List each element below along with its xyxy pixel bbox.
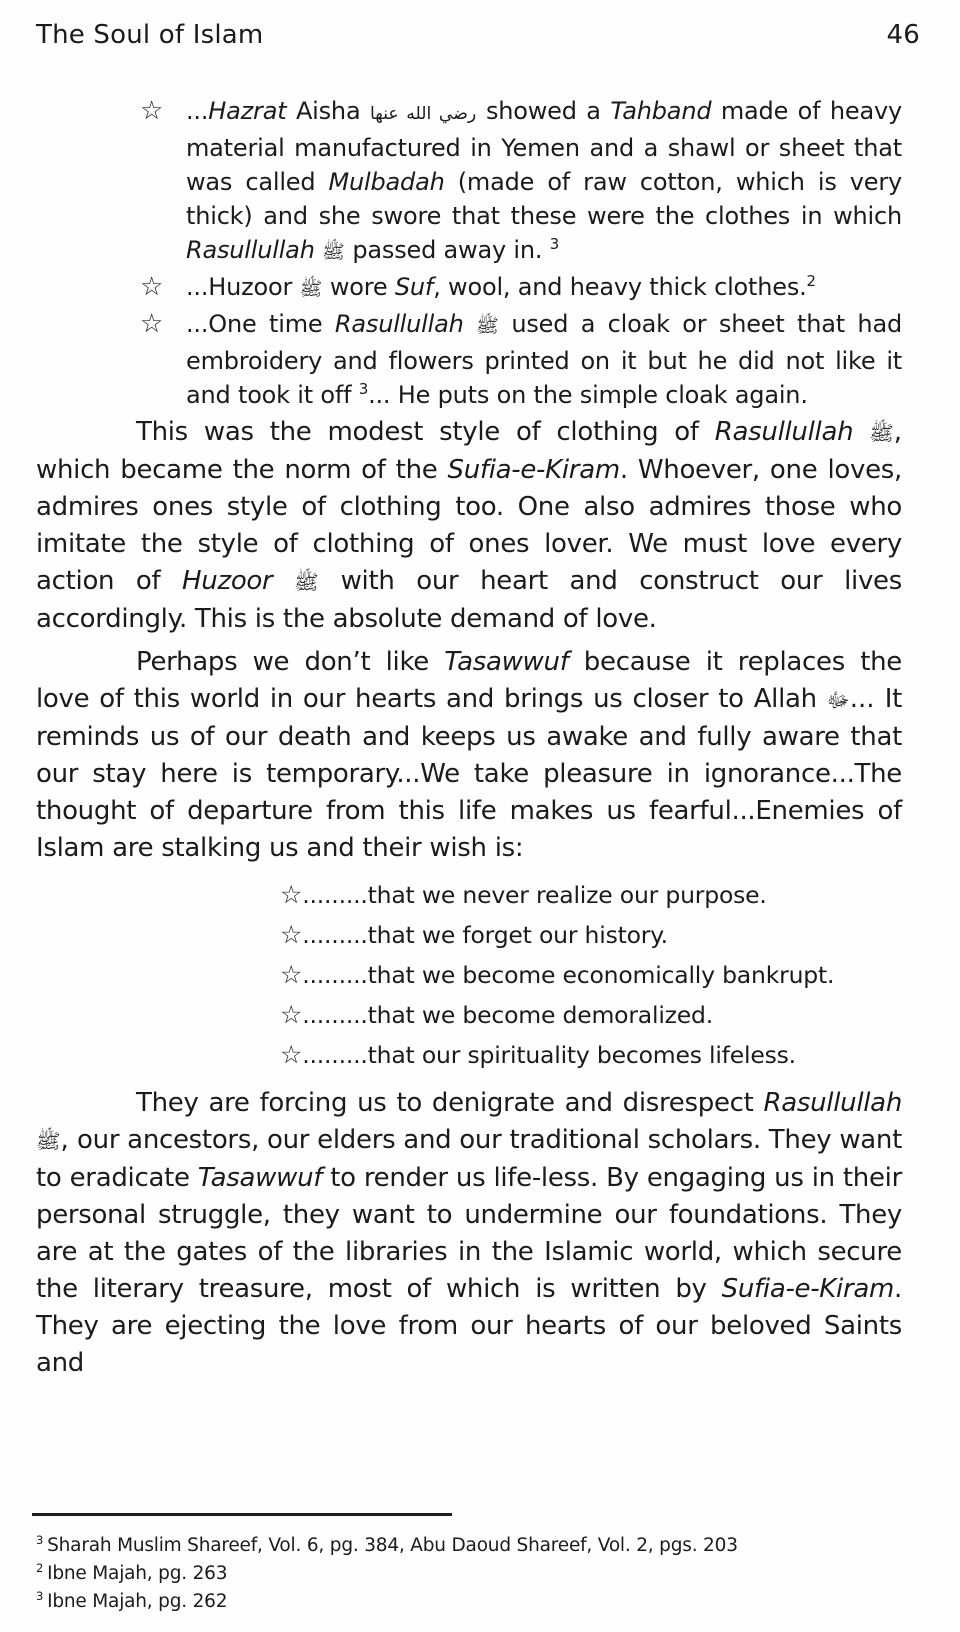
star-icon: ☆ (280, 880, 303, 909)
hadith-text: ...Huzoor ﷺ wore Suf, wool, and heavy thick clothes.$^2$ (186, 272, 816, 301)
star-icon: ☆ (140, 309, 164, 339)
wish-text: .........that we never realize our purpose. (302, 881, 767, 909)
wish-text: .........that we forget our history. (302, 921, 668, 949)
footnote-marker: 3 (36, 1588, 44, 1603)
wish-item (280, 1035, 920, 1075)
wish-item (280, 915, 920, 955)
footnote-text: Ibne Majah, pg. 262 (47, 1591, 228, 1612)
footnote-item (36, 1560, 920, 1588)
wish-list (280, 875, 920, 1075)
wish-text: .........that we become economically bankrupt. (302, 961, 835, 989)
wish-text: .........that we become demoralized. (302, 1001, 714, 1029)
wish-item (280, 995, 920, 1035)
paragraph-clothing: This was the modest style of clothing of Rasullullah ﷺ, which became the norm of the Sufia-e-Kiram. Whoever, one loves, admires ones style of clothing too. One also admires those who imitate the style of clothing of ones lover. We must love every action of Huzoor ﷺ with our heart and construct our lives accordingly. This is the absolute demand of love. (36, 417, 902, 634)
footnote-divider (32, 1513, 452, 1516)
wish-text: .........that our spirituality becomes lifeless. (302, 1041, 796, 1069)
wish-item (280, 955, 920, 995)
footnote-item (36, 1588, 920, 1616)
book-title: The Soul of Islam (36, 20, 264, 50)
footnote-item (36, 1532, 920, 1560)
wish-item (280, 875, 920, 915)
footnotes (36, 1513, 920, 1632)
page-number: 46 (886, 20, 920, 50)
star-icon: ☆ (280, 1040, 303, 1069)
star-icon: ☆ (280, 1000, 303, 1029)
footnote-marker: 3 (36, 1532, 44, 1547)
page-header (36, 20, 920, 50)
star-icon: ☆ (280, 920, 303, 949)
footnote-text: Sharah Muslim Shareef, Vol. 6, pg. 384, Abu Daoud Shareef, Vol. 2, pgs. 203 (47, 1535, 738, 1556)
footnote-text: Ibne Majah, pg. 263 (47, 1563, 228, 1584)
hadith-list (140, 94, 902, 412)
hadith-item (140, 307, 902, 412)
star-icon: ☆ (140, 272, 164, 302)
star-icon: ☆ (280, 960, 303, 989)
paragraph-enemies: They are forcing us to denigrate and disrespect Rasullullah ﷺ, our ancestors, our elders and our traditional scholars. They want to eradicate Tasawwuf to render us life-less. By engaging us in their personal struggle, they want to undermine our foundations. They are at the gates of the libraries in the Islamic world, which secure the literary treasure, most of which is written by Sufia-e-Kiram. They are ejecting the love from our hearts of our beloved Saints and (36, 1088, 902, 1378)
star-icon: ☆ (140, 96, 164, 126)
paragraph-tasawwuf: Perhaps we don’t like Tasawwuf because it replaces the love of this world in our hearts and brings us closer to Allah ﷻ... It reminds us of our death and keeps us awake and fully aware that our stay here is temporary...We take pleasure in ignorance...The thought of departure from this life makes us fearful...Enemies of Islam are stalking us and their wish is: (36, 647, 902, 863)
hadith-item (140, 270, 902, 307)
hadith-text: ...One time Rasullullah ﷺ used a cloak or sheet that had embroidery and flowers printed on it but he did not like it and took it off $^3$... He puts on the simple cloak again. (186, 310, 902, 409)
hadith-text: ...Hazrat Aisha رضي الله عنها showed a Tahband made of heavy material manufactured in Yemen and a shawl or sheet that was called Mulbadah (made of raw cotton, which is very thick) and she swore that these were the clothes in which Rasullullah ﷺ passed away in. $^3$ (186, 97, 902, 264)
footnote-marker: 2 (36, 1560, 44, 1575)
hadith-item (140, 94, 902, 270)
